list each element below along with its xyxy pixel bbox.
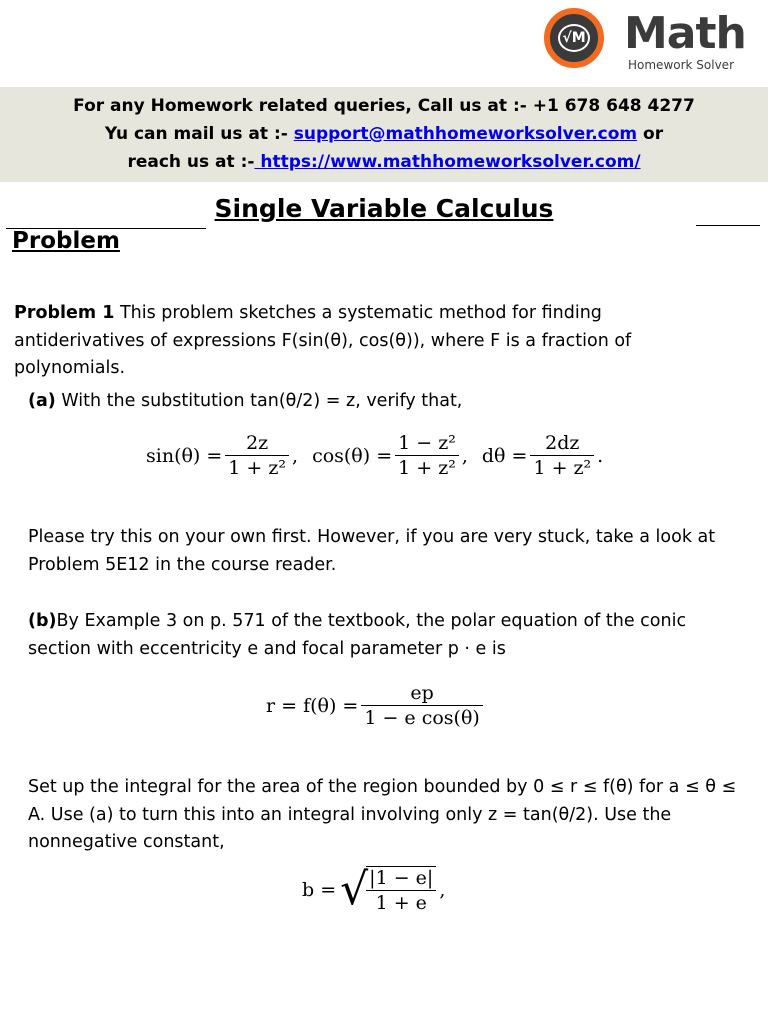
eq1-dtheta-denominator: 1 + z² [533,457,592,479]
eq1-dtheta-numerator: 2dz [530,432,594,456]
document-title: Single Variable Calculus [214,194,554,223]
sqrt-icon: √ [340,864,369,915]
banner-line-website [0,148,768,176]
equation-polar-conic [266,682,486,729]
eq1-cos-denominator: 1 + z² [398,457,456,479]
section-heading: Problem [12,228,120,254]
eq1-sin-numerator: 2z [225,432,289,456]
eq2-lhs: r = f(θ) = [266,694,359,717]
setup-paragraph: Set up the integral for the area of the region bounded by 0 ≤ r ≤ f(θ) for a ≤ θ ≤ A. Use (a) to turn this into an integral involving only z = tan(θ/2). Use the nonnegative constant, [28,777,737,852]
support-email-link[interactable]: support@mathhomeworksolver.com [293,124,638,144]
part-a-text: With the substitution tan(θ/2) = z, verify that, [55,391,463,411]
part-a [28,388,728,416]
equation-substitution: sin(θ) = $\frac{2z}{\text{1 + z²}}$ , cos(θ) = $\frac{\text{1 − z²}}{\text{1 + z²}}$ , dθ = $\frac{2dz}{\text{1 + z²}}$ . [146,432,604,479]
eq3-denominator: 1 + e [375,892,427,914]
hint-paragraph: Please try this on your own first. However, if you are very stuck, take a look at Problem 5E12 in the course reader. [28,527,716,575]
banner-line-email [0,120,768,148]
eq2-fraction [361,682,482,729]
title-rule-right [696,225,760,226]
logo-subtitle: Homework Solver [628,58,735,72]
problem1-intro-text: This problem sketches a systematic method for finding antiderivatives of expressions F(sin(θ), cos(θ)), where F is a fraction of polynomials. [14,303,632,378]
banner-website-prefix: reach us at :- [127,152,255,172]
eq1-dtheta-fraction [530,432,594,479]
banner-line-phone: For any Homework related queries, Call us at :- +1 678 648 4277 [73,96,695,116]
problem1-label: Problem 1 [14,303,115,323]
eq3-fraction [366,866,436,914]
brand-logo [540,4,766,84]
part-b [28,608,718,663]
logo-title: Math [624,8,746,59]
eq1-sin-fraction [225,432,289,479]
banner-email-prefix: Yu can mail us at :- [104,124,294,144]
eq1-cos-numerator: 1 − z² [395,432,459,456]
part-a-label: (a) [28,391,56,411]
part-b-label: (b) [28,611,57,631]
eq2-denominator: 1 − e cos(θ) [364,707,480,729]
eq1-cos-fraction [395,432,459,479]
part-b-text: By Example 3 on p. 571 of the textbook, the polar equation of the conic section with eccentricity e and focal parameter p · e is [28,611,687,659]
eq1-sin-lhs: sin(θ) = [146,444,223,467]
logo-mark-icon [544,8,604,68]
banner-email-suffix: or [637,124,664,144]
contact-banner [0,87,768,182]
problem1-intro [14,300,714,383]
eq3-lhs: b = [302,879,337,901]
eq3-numerator: |1 − e| [366,867,436,891]
website-link[interactable]: https://www.mathhomeworksolver.com/ [254,152,641,172]
eq2-numerator: ep [361,682,482,706]
eq1-cos-lhs: cos(θ) = [312,444,393,467]
logo-mark-text: √M [558,24,590,52]
eq1-dtheta-lhs: dθ = [481,444,528,467]
eq1-sin-denominator: 1 + z² [228,457,287,479]
equation-constant-b: b = √ $\frac{|1 - e|}{1 + e}$ , [302,864,446,915]
